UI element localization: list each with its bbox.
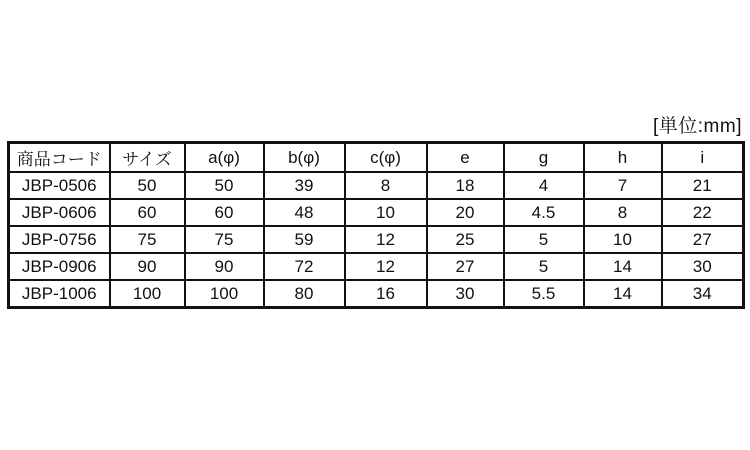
e-cell: 27 bbox=[427, 253, 504, 280]
product-code-cell: JBP-0606 bbox=[9, 199, 110, 226]
column-header-b-phi: b(φ) bbox=[264, 143, 345, 173]
product-code-cell: JBP-0756 bbox=[9, 226, 110, 253]
g-cell: 4 bbox=[504, 172, 584, 199]
a-phi-cell: 75 bbox=[185, 226, 264, 253]
product-spec-table bbox=[7, 141, 745, 309]
i-cell: 34 bbox=[662, 280, 744, 308]
column-header-e: e bbox=[427, 143, 504, 173]
product-code-cell: JBP-0506 bbox=[9, 172, 110, 199]
b-phi-cell: 48 bbox=[264, 199, 345, 226]
b-phi-cell: 59 bbox=[264, 226, 345, 253]
h-cell: 10 bbox=[584, 226, 662, 253]
column-header-a-phi: a(φ) bbox=[185, 143, 264, 173]
b-phi-cell: 72 bbox=[264, 253, 345, 280]
column-header-product-code: 商品コード bbox=[9, 143, 110, 173]
i-cell: 21 bbox=[662, 172, 744, 199]
column-header-c-phi: c(φ) bbox=[345, 143, 427, 173]
size-cell: 90 bbox=[110, 253, 185, 280]
a-phi-cell: 60 bbox=[185, 199, 264, 226]
size-cell: 75 bbox=[110, 226, 185, 253]
column-header-size: サイズ bbox=[110, 143, 185, 173]
column-header-g: g bbox=[504, 143, 584, 173]
e-cell: 20 bbox=[427, 199, 504, 226]
g-cell: 5.5 bbox=[504, 280, 584, 308]
h-cell: 7 bbox=[584, 172, 662, 199]
c-phi-cell: 16 bbox=[345, 280, 427, 308]
h-cell: 8 bbox=[584, 199, 662, 226]
h-cell: 14 bbox=[584, 253, 662, 280]
spec-row bbox=[9, 226, 744, 253]
a-phi-cell: 100 bbox=[185, 280, 264, 308]
product-code-cell: JBP-0906 bbox=[9, 253, 110, 280]
g-cell: 5 bbox=[504, 253, 584, 280]
spec-row bbox=[9, 172, 744, 199]
h-cell: 14 bbox=[584, 280, 662, 308]
g-cell: 4.5 bbox=[504, 199, 584, 226]
spec-row bbox=[9, 280, 744, 308]
i-cell: 30 bbox=[662, 253, 744, 280]
e-cell: 30 bbox=[427, 280, 504, 308]
g-cell: 5 bbox=[504, 226, 584, 253]
c-phi-cell: 12 bbox=[345, 253, 427, 280]
column-header-i: i bbox=[662, 143, 744, 173]
spec-row bbox=[9, 199, 744, 226]
e-cell: 25 bbox=[427, 226, 504, 253]
unit-label: [単位:mm] bbox=[653, 116, 742, 137]
size-cell: 60 bbox=[110, 199, 185, 226]
size-cell: 50 bbox=[110, 172, 185, 199]
b-phi-cell: 39 bbox=[264, 172, 345, 199]
product-code-cell: JBP-1006 bbox=[9, 280, 110, 308]
column-header-h: h bbox=[584, 143, 662, 173]
i-cell: 22 bbox=[662, 199, 744, 226]
e-cell: 18 bbox=[427, 172, 504, 199]
a-phi-cell: 50 bbox=[185, 172, 264, 199]
c-phi-cell: 12 bbox=[345, 226, 427, 253]
c-phi-cell: 8 bbox=[345, 172, 427, 199]
i-cell: 27 bbox=[662, 226, 744, 253]
header-row bbox=[9, 143, 744, 173]
spec-row bbox=[9, 253, 744, 280]
b-phi-cell: 80 bbox=[264, 280, 345, 308]
c-phi-cell: 10 bbox=[345, 199, 427, 226]
a-phi-cell: 90 bbox=[185, 253, 264, 280]
size-cell: 100 bbox=[110, 280, 185, 308]
